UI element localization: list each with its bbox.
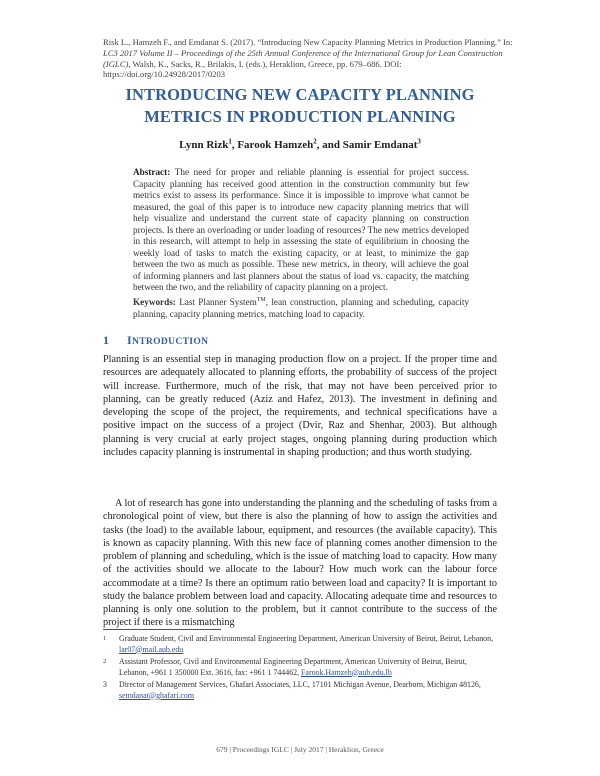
section-title-rest: NTRODUCTION — [131, 336, 209, 347]
email-link-3[interactable]: semdanat@ghafari.com — [119, 690, 194, 700]
author-3: Samir Emdanat$^3$ — [342, 137, 421, 151]
author-2: Farook Hamzeh$^2$, and — [237, 137, 343, 151]
author-list — [90, 137, 510, 151]
keywords-text: , lean construction, planning and scheduling, capacity planning, capacity planning metrics, matching load to capacity. — [133, 297, 469, 320]
section-number: 1 — [103, 333, 110, 347]
title-line-1: INTRODUCING NEW CAPACITY PLANNING — [125, 85, 475, 104]
body-paragraph-1: Planning is an essential step in managing production flow on a project. If the proper time and resources are adequately allocated to planning efforts, the probability of success of the project will increase. Furthermore, much of the risk, that may not have been perceived prior to planning, can be greatly reduced (Aziz and Hafez, 2013). The investment in defining and developing the scope of the project, the requirements, and technical specifications have a positive impact on the success of a project (Dvir, Raz and Shenhar, 2003). But although planning is very crucial at early project stages, ongoing planning during production which includes capacity planning is instrumental in shaping production; and thus worth studying. — [103, 354, 497, 458]
citation-header — [103, 37, 517, 80]
citation-details: , Walsh, K., Sacks, R., Brilakis, I. (eds.), Heraklion, Greece, pp. 679–686. DOI: https://doi.org/10.24928/2017/0203 — [103, 58, 402, 80]
email-link-2[interactable]: Farook.Hamzeh@aub.edu.lb — [301, 667, 392, 677]
footnote-2: 2 Assistant Professor, Civil and Environmental Engineering Department, American University of Beirut, Beirut, Lebanon, +961 1 350000 Ext. 3616, fax: +961 1 744462, Farook.Hamzeh@aub.edu.lb — [103, 657, 467, 677]
email-link-1[interactable]: lar07@mail.aub.edu — [119, 644, 184, 654]
body-paragraph-2: A lot of research has gone into understanding the planning and the scheduling of tasks from a chronological point of view, but there is also the planning of how to assign the activities and tasks (the load) to the available labour, equipment, and resources (the available capacity). This is known as capacity planning. With this new face of planning comes another dimension to the problem of planning and scheduling, which is the issue of matching load to capacity. How many of the activities should we allocate to the labour? How much work can the labour force accommodate at a time? Is there an optimum ratio between load and capacity? It is important to study the balance problem between load and capacity. Allocating adequate time and resources to planning is only one solution to the problem, but it cannot contribute to the success of the project if there is a mismatching — [103, 498, 497, 629]
footnotes — [103, 634, 497, 703]
citation-text: Risk L., Hamzeh F., and Emdanat S. (2017). “Introducing New Capacity Planning Metrics in Production Planning.” In: — [103, 37, 513, 47]
section-heading — [103, 333, 208, 348]
abstract-label: Abstract: — [133, 167, 171, 177]
keywords-label: Keywords: — [133, 297, 176, 308]
author-1: Lynn Rizk$^1$, — [179, 137, 238, 151]
abstract — [133, 167, 469, 294]
page-footer: 679 | Proceedings IGLC | July 2017 | Heraklion, Greece — [216, 745, 384, 754]
trademark-mark: TM — [256, 297, 266, 303]
section-title-initial: I — [127, 333, 132, 347]
title-line-2: METRICS IN PRODUCTION PLANNING — [144, 107, 456, 126]
footnote-3: 3 Director of Management Services, Ghafari Associates, LLC, 17101 Michigan Avenue, Dearborn, Michigan 48126, semdanat@ghafari.com — [103, 680, 481, 700]
citation-venue: LC3 2017 Volume II – Proceedings of the 25th Annual Conference of the International Group for Lean Construction (IGLC) — [103, 47, 503, 69]
abstract-text: The need for proper and reliable planning is essential for project success. Capacity planning has received good attention in the construction community but few metrics exist to assess its performance. Since it is impossible to improve what cannot be measured, the goal of this paper is to introduce new capacity planning metrics that will help visualize and understand the current state of capacity planning on construction projects. Is there an overloading or under loading of resources? The new metrics developed in this research, will attempt to help in assessing the state of equilibrium in choosing the weekly load of tasks to match the existing capacity, or at least, to minimize the gap between the two as much as possible. These new metrics, in theory, will achieve the goal of informing planners and last planners about the status of load vs. capacity, the matching between the two, and the reliability of capacity planning on a project. — [133, 167, 469, 293]
paper-title — [90, 84, 510, 128]
footnote-1: 1 Graduate Student, Civil and Environmental Engineering Department, American University of Beirut, Beirut, Lebanon, lar07@mail.aub.edu — [103, 634, 494, 654]
keywords-lead: Last Planner System — [179, 297, 257, 308]
footnote-divider — [103, 629, 221, 630]
keywords — [133, 294, 469, 320]
